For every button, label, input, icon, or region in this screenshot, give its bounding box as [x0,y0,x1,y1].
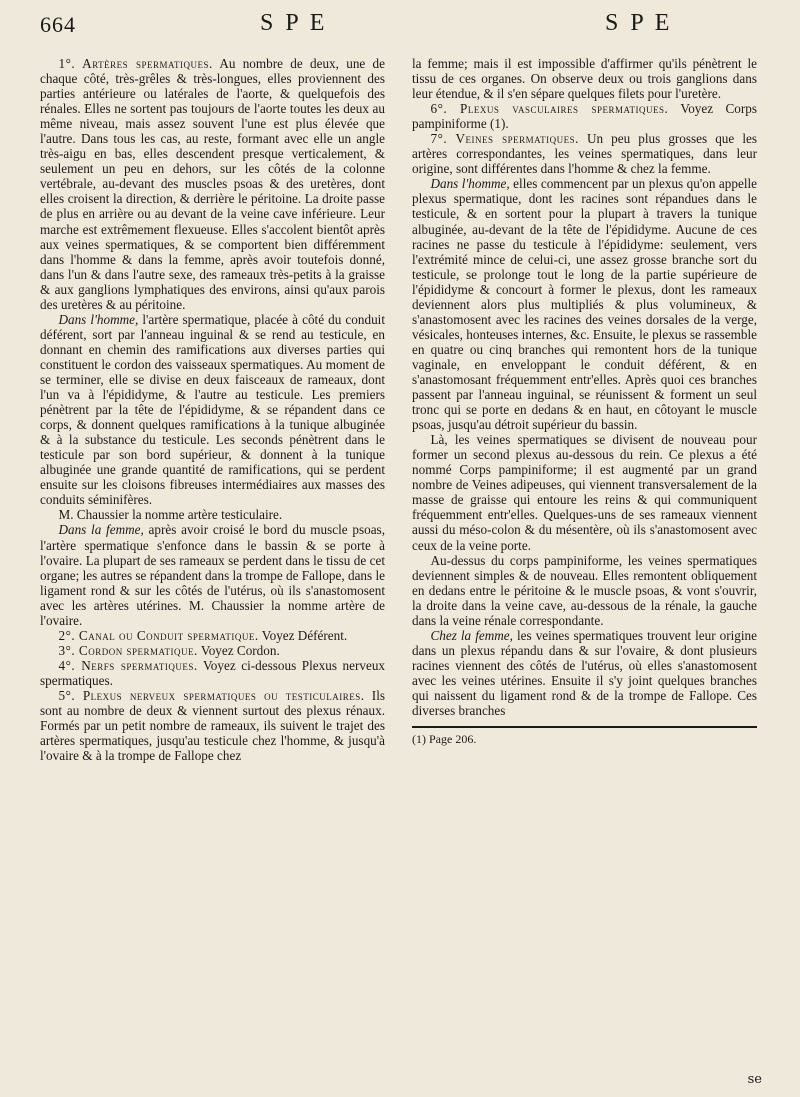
paragraph-text: Un peu plus grosses que les artères correspondantes, les veines spermatiques, dans leur origine, sont différentes dans l'homme & chez la femme. [412,131,757,177]
page-number: 664 [40,12,76,37]
paragraph-text: après avoir croisé le bord du muscle psoas, l'artère spermatique s'enfonce dans le bassin & se porte à l'ovaire. La plupart de ses rameaux se perdent dans le tissu de cet organe; les autres se répandent dans la trompe de Fallope, dans le ligament rond & sur les côtés de l'utérus, où ils s'anastomosent avec les artères utérines. M. Chaussier la nomme artère de l'ovaire. [40,522,385,628]
footnote-rule [412,726,757,728]
paragraph-text: Au-dessus du corps pampiniforme, les veines spermatiques deviennent simples & de nouveau. Elles remontent obliquement en dedans entre le péritoine & le muscle psoas, & vont s'ouvrir, la droite dans la veine cave, au-dessous de la rénale, la gauche dans la veine rénale correspondante. [412,552,757,628]
paragraph-text: Là, les veines spermatiques se divisent de nouveau pour former un second plexus au-dessous du rein. Ce plexus a été nommé Corps pampiniforme; il est augmenté par un grand nombre de Veines adipeuses, qui viennent transversalement de la masse de graisse qui entoure les reins & qui communiquent fréquemment entr'elles. Quelques-uns de ses rameaux viennent aussi du méso-colon & du mésentère, où ils s'anastomosent avec ceux de la veine porte. [412,432,757,553]
paragraph-text: Voyez Déférent. [258,627,348,643]
paragraph-text: Voyez Corps pampiniforme (1). [412,101,757,132]
paragraph-lead: 2°. Canal ou Conduit spermatique. [58,627,259,643]
left-running-head: S P E [260,10,328,36]
paragraph [40,658,385,688]
paragraph-text: elles commencent par un plexus qu'on appelle plexus spermatique, dont les racines sont répandues dans le testicule, & en sortent pour la plupart à travers la tunique albuginée, au-devant de la tête de l'épididyme. Aucune de ces racines ne passe du testicule à l'épididyme: seulement, vers l'extrémité mince de celui-ci, une assez grosse branche sort du testicule, se prolonge tout le long de la partie supérieure de l'épididyme & concourt à former le plexus, dont les rameaux deviennent alors plus multipliés & plus volumineux, & s'anastomosent avec les racines des veines dorsales de la verge, vésicales, honteuses internes, &c. Ensuite, le plexus se rassemble en quatre ou cinq branches qui remontent hors de la tunique vaginale, en enveloppant le conduit déférent, & en s'anastomosant fréquemment entr'elles. Après quoi ces branches passent par l'anneau inguinal, se réunissent & forment un seul tronc qui se porte en dedans & en haut, en côtoyant le muscle psoas, jusqu'au détroit supérieur du bassin. [412,176,757,433]
paragraph [40,522,385,627]
paragraph-text: Voyez ci-dessous Plexus nerveux spermatiques. [40,657,386,688]
paragraph [412,628,757,718]
paragraph [412,131,757,176]
paragraph [40,688,385,763]
paragraph-lead: Dans l'homme, [58,311,139,327]
paragraph-lead: Dans la femme, [58,522,144,538]
paragraph-text: Ils sont au nombre de deux & viennent surtout des plexus rénaux. Formés par un petit nombre de rameaux, ils suivent le trajet des artères spermatiques, jusqu'au testicule chez l'homme, & jusqu'à l'ovaire & à la trompe de Fallope chez [40,687,385,764]
paragraph-text: Au nombre de deux, une de chaque côté, très-grêles & très-longues, elles proviennent des parties antérieure ou latérales de l'aorte, & quelquefois des rénales. Elles ne sortent pas toujours de l'aorte toutes les deux au même niveau, mais assez souvent l'une est plus élevée que l'autre. Dans tous les cas, au reste, formant avec elle un angle très-aigu en bas, elles descendent presque verticalement, & seulement un peu en dehors, sur les côtés de la colonne vertébrale, au-devant des muscles psoas & des uretères, dont elles croisent la direction, & derrière le péritoine. La droite passe de plus en arrière ou au devant de la veine cave inférieure. Leur marche est extrêmement flexueuse. Elles s'accolent bientôt après aux veines spermatiques, & se comportent bien différemment dans l'homme & dans la femme, après avoir toutefois donné, dans l'un & dans l'autre sexe, des rameaux très-petits à la graisse & aux ganglions lymphatiques des environs, ainsi qu'aux parois des uretères & au péritoine. [40,56,385,312]
paragraph-text: la femme; mais il est impossible d'affirmer qu'ils pénètrent le tissu de ces organes. On observe deux ou trois ganglions dans leur étendue, & il s'en sépare quelques filets pour l'uretère. [412,56,757,102]
paragraph-text: l'artère spermatique, placée à côté du conduit déférent, sort par l'anneau inguinal & se rend au testicule, en donnant en chemin des ramifications aux diverses parties qui constituent le cordon des vaisseaux spermatiques. Au moment de se terminer, elle se divise en deux faisceaux de rameaux, dont l'un va à l'épididyme, & l'autre au testicule. Les premiers pénètrent par la tête de l'épididyme, & se répandent dans ce corps, & donnent quelques ramifications à la tunique albuginée & à la substance du testicule. Les seconds pénètrent dans le testicule par son bord supérieur, & donnent à la tunique albuginée une grande quantité de ramifications, qui se perdent ensuite sur les cloisons fibreuses intermédiaires aux masses des conduits séminifères. [40,311,385,508]
paragraph-lead: 6°. Plexus vasculaires spermatiques. [430,101,669,117]
paragraph [40,507,385,522]
paragraph-lead: 7°. Veines spermatiques. [430,131,579,147]
left-column [40,56,385,763]
footnote: (1) Page 206. [412,732,477,747]
paragraph [40,56,385,312]
paragraph-lead: 3°. Cordon spermatique. [58,642,198,658]
paragraph-lead: 1°. Artères spermatiques. [58,56,213,71]
paragraph [412,101,757,131]
right-column [412,56,757,747]
paragraph [412,176,757,432]
paragraph [412,553,757,628]
paragraph-lead: 4°. Nerfs spermatiques. [58,657,198,673]
paragraph-lead: Dans l'homme, [430,176,510,192]
paragraph [40,643,385,658]
running-head [40,8,756,40]
right-column-body [412,56,757,718]
right-running-head: S P E [605,10,673,36]
text-columns [40,56,762,1087]
paragraph [40,312,385,508]
paragraph-lead: Chez la femme, [430,627,513,643]
catchword: se [747,1072,762,1087]
paragraph [40,628,385,643]
paragraph-lead: 5°. Plexus nerveux spermatiques ou testiculaires. [58,687,365,703]
paragraph [412,432,757,552]
paragraph-text: M. Chaussier la nomme artère testiculaire. [58,507,283,523]
paragraph-text: Voyez Cordon. [197,642,280,658]
paragraph [412,56,757,101]
paragraph-text: les veines spermatiques trouvent leur origine dans un plexus répandu dans & sur l'ovaire, & dont plusieurs racines viennent des côtés de l'utérus, où elles s'anastomosent avec les veines utérines. Ensuite il s'y joint quelques branches qui naissent du ligament rond & de la trompe de Fallope. Ces diverses branches [412,627,757,719]
